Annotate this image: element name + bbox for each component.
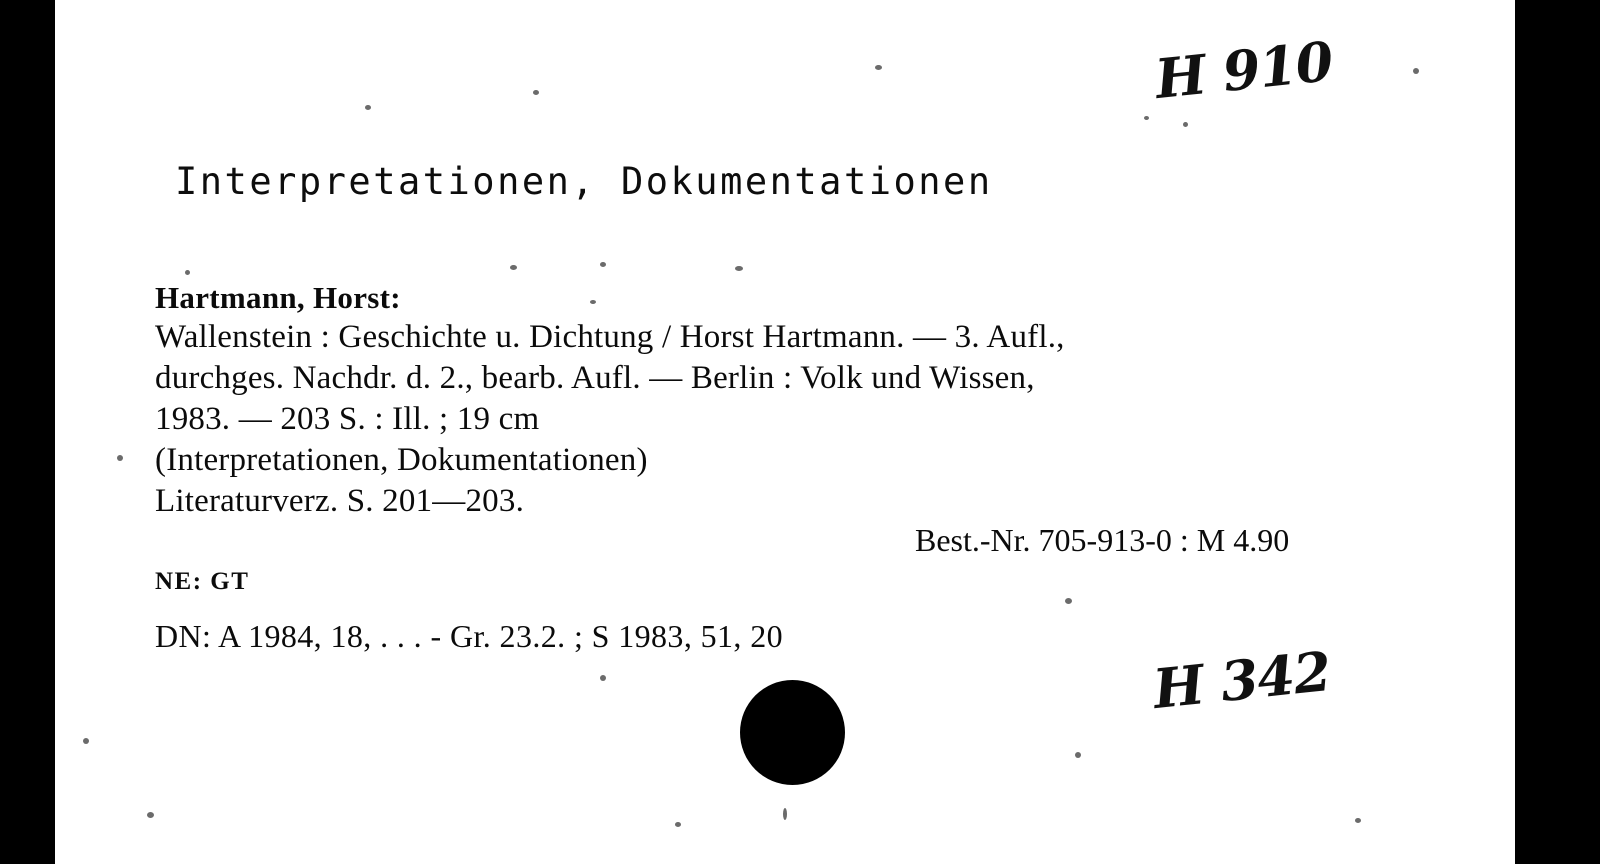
scan-speck <box>675 822 681 827</box>
entry-line: durchges. Nachdr. d. 2., bearb. Aufl. — Berlin : Volk und Wissen, <box>155 360 1035 396</box>
ne-note: NE: GT <box>155 568 250 595</box>
card-heading: Interpretationen, Dokumentationen <box>175 160 993 203</box>
handwritten-shelfmark-bottom: H 342 <box>1150 638 1334 722</box>
entry-line: (Interpretationen, Dokumentationen) <box>155 442 648 478</box>
scan-speck <box>1413 68 1419 74</box>
scan-speck <box>783 808 787 820</box>
scan-speck <box>365 105 371 110</box>
scan-speck <box>1355 818 1361 823</box>
scan-speck <box>600 262 606 267</box>
scan-speck <box>147 812 154 818</box>
entry-body <box>155 317 1465 522</box>
entry-line: Wallenstein : Geschichte u. Dichtung / Horst Hartmann. — 3. Aufl., <box>155 319 1065 355</box>
bibliographic-entry <box>155 278 1465 654</box>
entry-line: Literaturverz. S. 201—203. <box>155 483 525 519</box>
dn-note: DN: A 1984, 18, . . . - Gr. 23.2. ; S 1983, 51, 20 <box>155 618 784 654</box>
scan-speck <box>1183 122 1188 127</box>
scan-speck <box>875 65 882 70</box>
scan-speck <box>533 90 539 95</box>
scan-speck <box>510 265 517 270</box>
scan-speck <box>83 738 89 744</box>
scan-speck <box>185 270 190 275</box>
scan-speck <box>1065 598 1072 604</box>
catalog-card <box>55 0 1515 864</box>
scan-speck <box>1075 752 1081 758</box>
scan-speck <box>1144 116 1149 120</box>
scan-speck <box>735 266 743 271</box>
entry-line: 1983. — 203 S. : Ill. ; 19 cm <box>155 401 540 437</box>
scan-speck <box>117 455 123 461</box>
punch-hole-icon <box>740 680 845 785</box>
handwritten-shelfmark-top: H 910 <box>1152 28 1336 112</box>
scan-speck <box>600 675 606 681</box>
order-number-and-price: Best.-Nr. 705-913-0 : M 4.90 <box>915 522 1290 558</box>
entry-author: Hartmann, Horst: <box>155 280 401 315</box>
